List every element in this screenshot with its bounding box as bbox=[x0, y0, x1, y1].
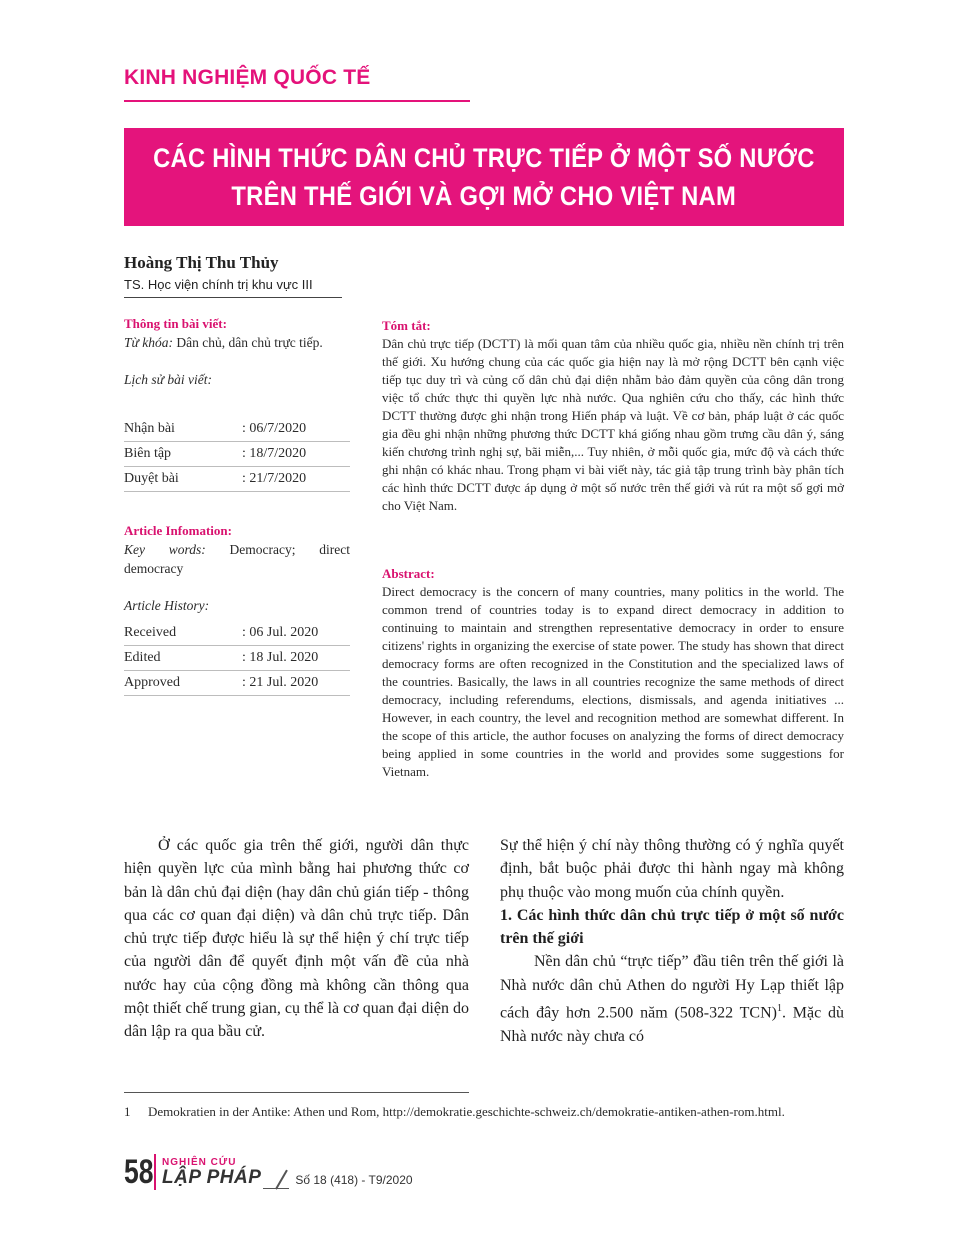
keywords-vi bbox=[124, 333, 350, 352]
section-heading: 1. Các hình thức dân chủ trực tiếp ở một số nước trên thế giới bbox=[500, 906, 844, 948]
footnote-reference[interactable]: 1 bbox=[776, 1003, 782, 1015]
magazine-name-big: LẬP PHÁP bbox=[162, 1166, 262, 1188]
slash-divider-icon bbox=[261, 1169, 291, 1189]
history-vi-table bbox=[124, 417, 350, 492]
body-left-column bbox=[124, 834, 469, 1044]
body-paragraph-text: Nền dân chủ “trực tiếp” đầu tiên trên thế giới là Nhà nước dân chủ Athen do người Hy Lạp thiết lập cách đây hơn 2.500 năm (508-322 TCN) bbox=[500, 953, 844, 1022]
article-title-line-2: TRÊN THẾ GIỚI VÀ GỢI MỞ CHO VIỆT NAM bbox=[231, 181, 737, 211]
author-affiliation: TS. Học viện chính trị khu vực III bbox=[124, 277, 313, 292]
article-info-vi-heading: Thông tin bài viết: bbox=[124, 316, 227, 331]
section-tag: KINH NGHIỆM QUỐC TẾ bbox=[124, 66, 371, 89]
history-row bbox=[124, 646, 350, 671]
abstract-en-text: Direct democracy is the concern of many countries, many politics in the world. The common trend of countries today is to expand direct democracy in addition to continuing to maintain and strengthen representative democracy in order to ensure citizens' rights in organizing the exercise of state power. The study has shown that direct democracy forms are often recognized in the Constitution and the specialized laws of the countries. Basically, the laws in all countries recognize the same methods of direct democracy, including referendums, elections, dismissals, and agenda initiatives ... However, in each country, the level and recognition method are somewhat different. In the scope of this article, the author focuses on analyzing the forms of direct democracy being applied in some countries in the world and provides some suggestions for Vietnam. bbox=[382, 584, 844, 779]
history-row bbox=[124, 442, 350, 467]
history-row-label: Biên tập bbox=[124, 446, 172, 461]
history-row bbox=[124, 671, 350, 696]
history-row-label: Nhận bài bbox=[124, 421, 175, 436]
article-info-vi bbox=[124, 314, 350, 389]
history-row-value: : 21/7/2020 bbox=[242, 471, 307, 486]
history-row-value: : 18/7/2020 bbox=[242, 446, 307, 461]
history-row-label: Received bbox=[124, 625, 177, 640]
author-name: Hoàng Thị Thu Thủy bbox=[124, 253, 279, 272]
summary-vi-text: Dân chủ trực tiếp (DCTT) là mối quan tâm của nhiều quốc gia, nhiều nền chính trị trên thế giới. Xu hướng chung của các quốc gia hiện nay là mở rộng DCTT bên cạnh việc tiếp tục duy trì và củng cố dân chủ đại diện nhằm bảo đảm quyền của công dân trong việc tổ chức thực thi quyền lực nhà nước. Qua nghiên cứu cho thấy, các hình thức DCTT thường được ghi nhận trong Hiến pháp và luật. Về cơ bản, pháp luật ở các quốc gia đều ghi nhận những phương thức DCTT khá giống nhau gồm trưng cầu dân ý, sáng kiến chương trình nghị sự, bãi miễn,... Tuy nhiên, ở mỗi quốc gia, mức độ và cách thức ghi nhận có khác nhau. Trong phạm vi bài viết này, tác giả tập trung trình bày phân tích các hình thức DCTT được áp dụng ở một số nước trên thế giới và rút ra một số gợi mở cho Việt Nam. bbox=[382, 336, 844, 513]
article-title-line-1: CÁC HÌNH THỨC DÂN CHỦ TRỰC TIẾP Ở MỘT SỐ NƯỚC bbox=[153, 143, 815, 173]
keywords-en bbox=[124, 540, 350, 578]
page-footer bbox=[124, 1150, 413, 1194]
footnote bbox=[124, 1102, 844, 1122]
body-paragraph: Ở các quốc gia trên thế giới, người dân thực hiện quyền lực của mình bằng hai phương thức cơ bản là dân chủ đại diện (hay dân chủ gián tiếp - thông qua các cơ quan đại diện) và dân chủ trực tiếp. Dân chủ trực tiếp được hiểu là sự thể hiện ý chí trực tiếp của người dân để quyết định một vấn đề của nhà nước hay của cộng đồng mà không cần thông qua một thiết chế trung gian, cụ thể là cơ quan đại diện do dân lập ra qua bầu cử. bbox=[124, 837, 469, 1041]
affiliation-rule bbox=[124, 297, 342, 298]
title-banner bbox=[124, 128, 844, 226]
history-row-value: : 18 Jul. 2020 bbox=[242, 650, 319, 665]
article-info-en-heading: Article Infomation: bbox=[124, 523, 232, 538]
abstract-en bbox=[382, 565, 844, 781]
history-row bbox=[124, 621, 350, 646]
body-paragraph bbox=[500, 950, 844, 1048]
keywords-en-text: Democracy; direct democracy bbox=[124, 542, 350, 576]
footer-divider bbox=[154, 1154, 156, 1190]
issue-number: Số 18 (418) - T9/2020 bbox=[295, 1173, 413, 1187]
magazine-name-small: NGHIÊN CỨU bbox=[162, 1156, 237, 1168]
history-en-table bbox=[124, 621, 350, 696]
footnote-text: Demokratien in der Antike: Athen und Rom, http://demokratie.geschichte-schweiz.ch/demokratie-antiken-athen-rom.html. bbox=[148, 1104, 785, 1119]
history-row-value: : 06 Jul. 2020 bbox=[242, 625, 319, 640]
body-right-column bbox=[500, 834, 844, 1048]
history-row-value: : 06/7/2020 bbox=[242, 421, 307, 436]
page-number: 58 bbox=[124, 1152, 154, 1191]
section-tag-rule bbox=[124, 100, 470, 102]
body-paragraph-tail: . Mặc dù Nhà nước này chưa có bbox=[500, 1004, 844, 1045]
history-row-label: Duyệt bài bbox=[124, 471, 179, 486]
history-row bbox=[124, 417, 350, 442]
keywords-vi-label: Từ khóa: bbox=[124, 335, 173, 350]
history-row-label: Edited bbox=[124, 650, 161, 665]
history-vi-label: Lịch sử bài viết: bbox=[124, 372, 212, 387]
footnote-rule bbox=[124, 1092, 469, 1093]
summary-vi-heading: Tóm tắt: bbox=[382, 318, 431, 333]
magazine-logo bbox=[162, 1158, 261, 1187]
abstract-en-heading: Abstract: bbox=[382, 566, 435, 581]
history-row-value: : 21 Jul. 2020 bbox=[242, 675, 319, 690]
keywords-en-label: Key words: bbox=[124, 542, 206, 557]
history-en-label: Article History: bbox=[124, 598, 210, 613]
summary-vi bbox=[382, 317, 844, 515]
footnote-number: 1 bbox=[124, 1104, 131, 1119]
keywords-vi-text: Dân chủ, dân chủ trực tiếp. bbox=[172, 335, 323, 350]
article-info-en bbox=[124, 521, 350, 615]
history-row bbox=[124, 467, 350, 492]
body-paragraph: Sự thể hiện ý chí này thông thường có ý nghĩa quyết định, bắt buộc phải được thi hành ngay mà không phụ thuộc vào mong muốn của chính quyền. bbox=[500, 837, 844, 901]
history-row-label: Approved bbox=[124, 675, 180, 690]
